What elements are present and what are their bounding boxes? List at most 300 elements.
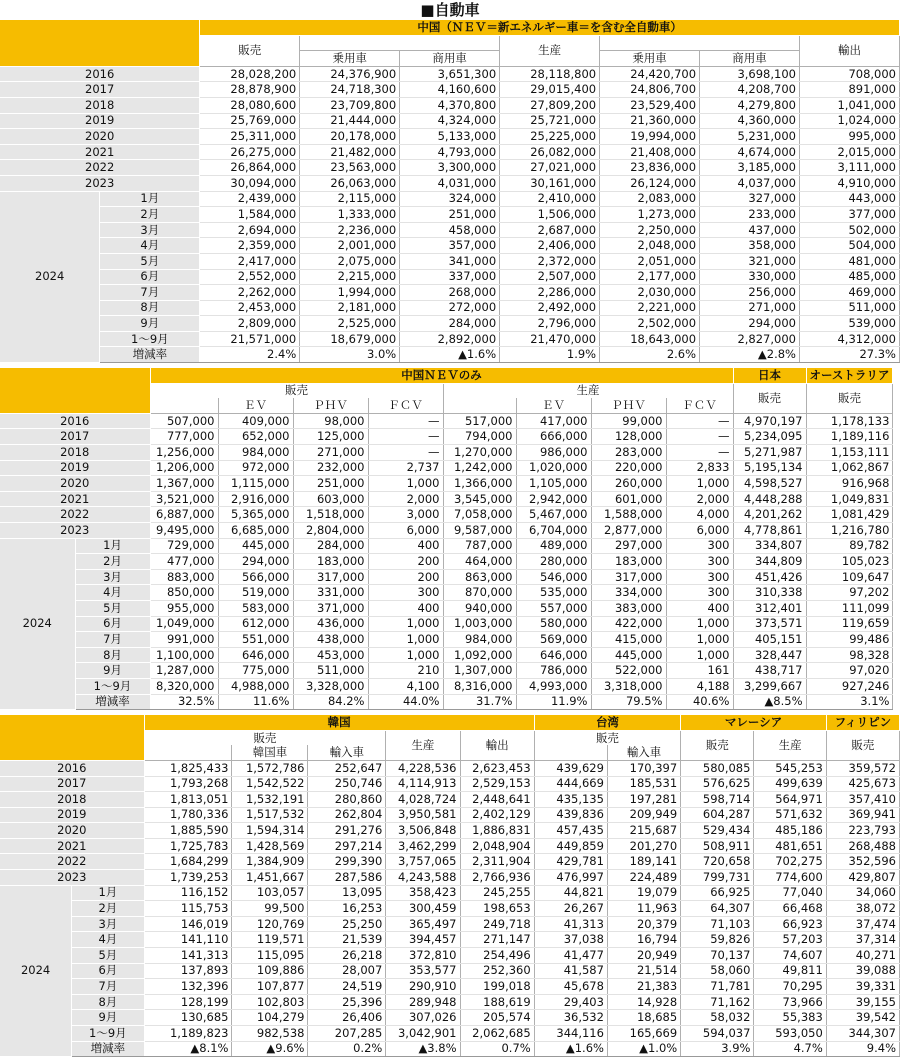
table-cell: 25,769,000 [200, 113, 300, 129]
table-cell: 38,072 [826, 901, 899, 917]
table-cell: 576,625 [681, 776, 754, 792]
table-row [0, 885, 900, 901]
table-cell: 344,116 [534, 1026, 607, 1042]
table-cell: 28,080,600 [200, 97, 300, 113]
table-cell: 2,439,000 [200, 191, 300, 207]
year-label: 2019 [0, 460, 150, 476]
table-cell: 916,968 [806, 476, 893, 492]
table-cell: 14,928 [607, 994, 680, 1010]
table-cell: 39,155 [826, 994, 899, 1010]
table-cell: 32.5% [150, 694, 218, 710]
table-cell: 321,000 [700, 253, 800, 269]
table-cell: 352,596 [826, 854, 899, 870]
table-cell: 30,161,000 [500, 175, 600, 191]
table-cell: 2,502,000 [600, 316, 700, 332]
table-cell: 1,572,786 [232, 760, 308, 776]
table-cell: 183,000 [591, 554, 666, 570]
table-cell: 27.3% [799, 347, 899, 363]
table-cell: 453,000 [293, 647, 368, 663]
table-cell: 489,000 [516, 538, 591, 554]
table-cell: 464,000 [443, 554, 516, 570]
table-cell: 30,094,000 [200, 175, 300, 191]
table-cell: 102,803 [232, 994, 308, 1010]
table-cell: 29,403 [534, 994, 607, 1010]
table-cell: ▲2.8% [700, 347, 800, 363]
table-cell: 205,574 [460, 1010, 534, 1026]
table-row [0, 632, 893, 648]
table-cell: 2,402,129 [460, 807, 534, 823]
table-cell: 4,000 [666, 507, 733, 523]
year-label: 2018 [0, 97, 200, 113]
table-cell: 1,024,000 [799, 113, 899, 129]
table-cell: 330,000 [700, 269, 800, 285]
table-cell: 1,000 [368, 632, 443, 648]
table-row [0, 523, 893, 539]
table-cell: 198,653 [460, 901, 534, 917]
table-row [0, 316, 900, 332]
table-cell: 2,507,000 [500, 269, 600, 285]
table-cell: 260,000 [591, 476, 666, 492]
table-cell: 307,026 [386, 1010, 460, 1026]
table-cell: 2,809,000 [200, 316, 300, 332]
month-label: 1～9月 [100, 331, 200, 347]
month-label: 増減率 [75, 694, 150, 710]
table-cell: 1,041,000 [799, 97, 899, 113]
table-cell: 437,000 [700, 222, 800, 238]
table-cell: 44.0% [368, 694, 443, 710]
table-cell: 1,366,000 [443, 476, 516, 492]
table-cell: 4,031,000 [400, 175, 500, 191]
table-cell: 251,000 [293, 476, 368, 492]
table-cell: 26,218 [308, 948, 386, 964]
table-row [0, 269, 900, 285]
table-cell: 26,275,000 [200, 144, 300, 160]
table-cell: 66,925 [681, 885, 754, 901]
table-row [0, 1041, 900, 1057]
table-cell: 4,037,000 [700, 175, 800, 191]
table-cell: 3.1% [806, 694, 893, 710]
table-cell: 1,189,823 [144, 1026, 232, 1042]
table-cell: 4,970,197 [733, 413, 806, 429]
table-cell: 5,271,987 [733, 445, 806, 461]
table-cell: ▲1.6% [534, 1041, 607, 1057]
month-label: 4月 [75, 585, 150, 601]
table-row [0, 1010, 900, 1026]
table-cell: 604,287 [681, 807, 754, 823]
table-cell: 415,000 [591, 632, 666, 648]
table-cell: 207,285 [308, 1026, 386, 1042]
table-cell: 18,679,000 [300, 331, 400, 347]
table-cell: 3,000 [368, 507, 443, 523]
table-cell: 529,434 [681, 823, 754, 839]
table-cell: 200 [368, 569, 443, 585]
table-cell: 28,028,200 [200, 66, 300, 82]
table-cell: 16,253 [308, 901, 386, 917]
table-cell: 545,253 [754, 760, 826, 776]
table-row [0, 585, 893, 601]
table-cell: 4,598,527 [733, 476, 806, 492]
table-row [0, 160, 900, 176]
table-cell: 40.6% [666, 694, 733, 710]
table-cell: 73,966 [754, 994, 826, 1010]
table-cell: 5,365,000 [218, 507, 293, 523]
korea-production-header: 生産 [386, 730, 460, 760]
table-cell: 1,584,000 [200, 207, 300, 223]
table-cell: 1,780,336 [144, 807, 232, 823]
table-cell: 197,281 [607, 792, 680, 808]
table-cell: 517,000 [443, 413, 516, 429]
table-cell: 284,000 [293, 538, 368, 554]
table-row [0, 554, 893, 570]
table-cell: 300 [666, 585, 733, 601]
table-cell: 19,994,000 [600, 129, 700, 145]
month-label: 8月 [72, 994, 144, 1010]
table-cell: 1,020,000 [516, 460, 591, 476]
table-cell: 485,186 [754, 823, 826, 839]
table-cell: 119,659 [806, 616, 893, 632]
table-cell: 8,316,000 [443, 678, 516, 694]
month-label: 7月 [75, 632, 150, 648]
table-cell: 955,000 [150, 600, 218, 616]
philippines-sales-header: 販売 [826, 730, 899, 760]
malaysia-header: マレーシア [681, 715, 827, 730]
table-cell: 251,000 [400, 207, 500, 223]
table-cell: 564,971 [754, 792, 826, 808]
table-cell: 3,185,000 [700, 160, 800, 176]
month-label: 4月 [72, 932, 144, 948]
asia-countries-table [0, 715, 900, 1057]
taiwan-sales-header: 販売 [534, 730, 681, 745]
table-cell: 70,137 [681, 948, 754, 964]
table-cell: 365,497 [386, 916, 460, 932]
table-cell: 146,019 [144, 916, 232, 932]
header-corner [0, 368, 150, 413]
table-cell: 439,836 [534, 807, 607, 823]
table-cell: 128,199 [144, 994, 232, 1010]
table-cell: 23,709,800 [300, 97, 400, 113]
table-cell: 358,423 [386, 885, 460, 901]
table-cell: 4,160,600 [400, 82, 500, 98]
table-cell: — [666, 413, 733, 429]
table-cell: 445,000 [591, 647, 666, 663]
table-cell: 1,825,433 [144, 760, 232, 776]
table-row [0, 901, 900, 917]
table-row [0, 663, 893, 679]
table-cell: 2,250,000 [600, 222, 700, 238]
table-cell: 4,028,724 [386, 792, 460, 808]
table-cell: 1,506,000 [500, 207, 600, 223]
table-cell: ▲8.5% [733, 694, 806, 710]
month-label: 増減率 [100, 347, 200, 363]
table-cell: 109,886 [232, 963, 308, 979]
table-cell: 26,082,000 [500, 144, 600, 160]
table-cell: 400 [666, 600, 733, 616]
year-label: 2022 [0, 507, 150, 523]
table-cell: 371,000 [293, 600, 368, 616]
table-row [0, 445, 893, 461]
nev-sales-ev-header: ＥＶ [218, 398, 293, 413]
table-cell: 84.2% [293, 694, 368, 710]
korea-imported-header: 輸入車 [308, 745, 386, 760]
table-cell: 21,408,000 [600, 144, 700, 160]
table-cell: 383,000 [591, 600, 666, 616]
table-cell: 89,782 [806, 538, 893, 554]
table-cell: 774,600 [754, 870, 826, 886]
month-label: 3月 [100, 222, 200, 238]
table-cell: 2,048,904 [460, 838, 534, 854]
table-cell: 594,037 [681, 1026, 754, 1042]
table-cell: 70,295 [754, 979, 826, 995]
table-cell: 3,042,901 [386, 1026, 460, 1042]
table-row [0, 347, 900, 363]
table-cell: 331,000 [293, 585, 368, 601]
table-cell: 25,721,000 [500, 113, 600, 129]
table-cell: 927,246 [806, 678, 893, 694]
table-cell: 2,075,000 [300, 253, 400, 269]
nev-sales-fcv-header: ＦＣＶ [368, 398, 443, 413]
table-cell: 20,949 [607, 948, 680, 964]
table-cell: 1,451,667 [232, 870, 308, 886]
table-cell: 7,058,000 [443, 507, 516, 523]
month-label: 9月 [100, 316, 200, 332]
table-cell: 2,181,000 [300, 300, 400, 316]
year-label: 2021 [0, 838, 144, 854]
table-row [0, 238, 900, 254]
table-cell: 708,000 [799, 66, 899, 82]
table-cell: 58,032 [681, 1010, 754, 1026]
table-cell: 519,000 [218, 585, 293, 601]
table-cell: 99,000 [591, 413, 666, 429]
table-cell: 991,000 [150, 632, 218, 648]
table-cell: 1,256,000 [150, 445, 218, 461]
table-cell: 4,993,000 [516, 678, 591, 694]
table-cell: 334,000 [591, 585, 666, 601]
table-cell: 2,048,000 [600, 238, 700, 254]
year-label: 2018 [0, 792, 144, 808]
table-cell: 775,000 [218, 663, 293, 679]
table-cell: — [368, 429, 443, 445]
table-row [0, 538, 893, 554]
month-label: 1～9月 [72, 1026, 144, 1042]
table-cell: 1,049,000 [150, 616, 218, 632]
japan-sales-header: 販売 [733, 383, 806, 413]
table-cell: 287,586 [308, 870, 386, 886]
year-label: 2020 [0, 823, 144, 839]
table-cell: 535,000 [516, 585, 591, 601]
japan-header: 日本 [733, 368, 806, 383]
table-cell: 2,286,000 [500, 285, 600, 301]
table-cell: 21,444,000 [300, 113, 400, 129]
table-row [0, 979, 900, 995]
table-cell: 986,000 [516, 445, 591, 461]
table-cell: 794,000 [443, 429, 516, 445]
table-cell: 777,000 [150, 429, 218, 445]
table-cell: 5,231,000 [700, 129, 800, 145]
nev-sales-phv-header: ＰＨＶ [293, 398, 368, 413]
taiwan-imported-header: 輸入車 [607, 745, 680, 760]
table-cell: 2,492,000 [500, 300, 600, 316]
table-cell: 476,997 [534, 870, 607, 886]
table-cell: 1,062,867 [806, 460, 893, 476]
table-cell: 2,942,000 [516, 491, 591, 507]
table-cell: 9,587,000 [443, 523, 516, 539]
table-cell: 3,506,848 [386, 823, 460, 839]
table-cell: 2,892,000 [400, 331, 500, 347]
table-cell: 116,152 [144, 885, 232, 901]
table-cell: 1,216,780 [806, 523, 893, 539]
month-label: 4月 [100, 238, 200, 254]
table-cell: 111,099 [806, 600, 893, 616]
table-cell: 119,571 [232, 932, 308, 948]
table-cell: 405,151 [733, 632, 806, 648]
table-row [0, 916, 900, 932]
table-cell: 44,821 [534, 885, 607, 901]
table-cell: 1,886,831 [460, 823, 534, 839]
table-cell: 99,486 [806, 632, 893, 648]
table-cell: 109,647 [806, 569, 893, 585]
header-corner [0, 715, 144, 760]
table-row [0, 66, 900, 82]
table-cell: ▲8.1% [144, 1041, 232, 1057]
table-cell: 24,420,700 [600, 66, 700, 82]
table-cell: 13,095 [308, 885, 386, 901]
table-cell: 66,468 [754, 901, 826, 917]
table-cell: 284,000 [400, 316, 500, 332]
table-cell: 481,651 [754, 838, 826, 854]
month-label: 5月 [75, 600, 150, 616]
table-row [0, 113, 900, 129]
table-cell: 1,684,299 [144, 854, 232, 870]
table-row [0, 207, 900, 223]
table-cell: — [368, 445, 443, 461]
table-row [0, 191, 900, 207]
table-cell: 59,826 [681, 932, 754, 948]
production-commercial-header: 商用車 [700, 51, 800, 67]
table-cell: 870,000 [443, 585, 516, 601]
table-cell: 409,000 [218, 413, 293, 429]
month-label: 1月 [72, 885, 144, 901]
year-2024-label: 2024 [0, 191, 100, 363]
table-cell: 1,739,253 [144, 870, 232, 886]
table-cell: 1,000 [666, 476, 733, 492]
table-cell: 268,000 [400, 285, 500, 301]
month-label: 6月 [72, 963, 144, 979]
table-cell: 2,311,904 [460, 854, 534, 870]
table-cell: 201,270 [607, 838, 680, 854]
australia-sales-header: 販売 [806, 383, 893, 413]
table-cell: 502,000 [799, 222, 899, 238]
table-cell: 3,111,000 [799, 160, 899, 176]
table-cell: 189,141 [607, 854, 680, 870]
table-cell: 1.9% [500, 347, 600, 363]
table-cell: 24,718,300 [300, 82, 400, 98]
table-cell: 863,000 [443, 569, 516, 585]
sales-commercial-header: 商用車 [400, 51, 500, 67]
table-cell: 27,021,000 [500, 160, 600, 176]
table-cell: 546,000 [516, 569, 591, 585]
table-cell: 883,000 [150, 569, 218, 585]
table-cell: 105,023 [806, 554, 893, 570]
table-cell: 359,572 [826, 760, 899, 776]
table-cell: 3,299,667 [733, 678, 806, 694]
month-label: 8月 [100, 300, 200, 316]
table-cell: 499,639 [754, 776, 826, 792]
table-row [0, 82, 900, 98]
table-cell: 2,015,000 [799, 144, 899, 160]
table-cell: 37,314 [826, 932, 899, 948]
month-label: 9月 [72, 1010, 144, 1026]
table-cell: 41,587 [534, 963, 607, 979]
table-cell: 25,225,000 [500, 129, 600, 145]
table-cell: 4,360,000 [700, 113, 800, 129]
year-label: 2021 [0, 491, 150, 507]
table-cell: 504,000 [799, 238, 899, 254]
table-row [0, 175, 900, 191]
table-row [0, 694, 893, 710]
table-cell: 57,203 [754, 932, 826, 948]
table-cell: 2,916,000 [218, 491, 293, 507]
table-cell: 2,359,000 [200, 238, 300, 254]
table-cell: 729,000 [150, 538, 218, 554]
year-label: 2018 [0, 445, 150, 461]
table-row [0, 678, 893, 694]
table-cell: 107,877 [232, 979, 308, 995]
table-cell: 344,307 [826, 1026, 899, 1042]
table-cell: 4,100 [368, 678, 443, 694]
month-label: 7月 [72, 979, 144, 995]
month-label: 8月 [75, 647, 150, 663]
table-cell: 271,000 [700, 300, 800, 316]
table-cell: 2,000 [368, 491, 443, 507]
table-cell: 31.7% [443, 694, 516, 710]
nev-sales-header: 販売 [150, 383, 443, 398]
table-cell: 8,320,000 [150, 678, 218, 694]
year-2024-label: 2024 [0, 885, 72, 1057]
table-cell: 141,313 [144, 948, 232, 964]
table-cell: 425,673 [826, 776, 899, 792]
table-cell: 215,687 [607, 823, 680, 839]
table-row [0, 491, 893, 507]
year-label: 2016 [0, 760, 144, 776]
table-cell: 39,331 [826, 979, 899, 995]
table-cell: 598,714 [681, 792, 754, 808]
table-cell: 280,860 [308, 792, 386, 808]
table-cell: 11.6% [218, 694, 293, 710]
table-cell: 252,360 [460, 963, 534, 979]
table-cell: 21,383 [607, 979, 680, 995]
table-cell: 2,417,000 [200, 253, 300, 269]
table-cell: 103,057 [232, 885, 308, 901]
table-cell: 77,040 [754, 885, 826, 901]
table-cell: 443,000 [799, 191, 899, 207]
table-cell: 262,804 [308, 807, 386, 823]
australia-header: オーストラリア [806, 368, 893, 383]
table-cell: 982,538 [232, 1026, 308, 1042]
table-row [0, 932, 900, 948]
table-cell: 341,000 [400, 253, 500, 269]
table-cell: 344,809 [733, 554, 806, 570]
sales-sub-header [300, 35, 500, 51]
table-cell: 571,632 [754, 807, 826, 823]
table-cell: 940,000 [443, 600, 516, 616]
table-cell: 720,658 [681, 854, 754, 870]
table-cell: 372,810 [386, 948, 460, 964]
table-cell: 39,542 [826, 1010, 899, 1026]
table-cell: 300 [666, 569, 733, 585]
table-cell: 891,000 [799, 82, 899, 98]
table-cell: 36,532 [534, 1010, 607, 1026]
table-cell: 39,088 [826, 963, 899, 979]
